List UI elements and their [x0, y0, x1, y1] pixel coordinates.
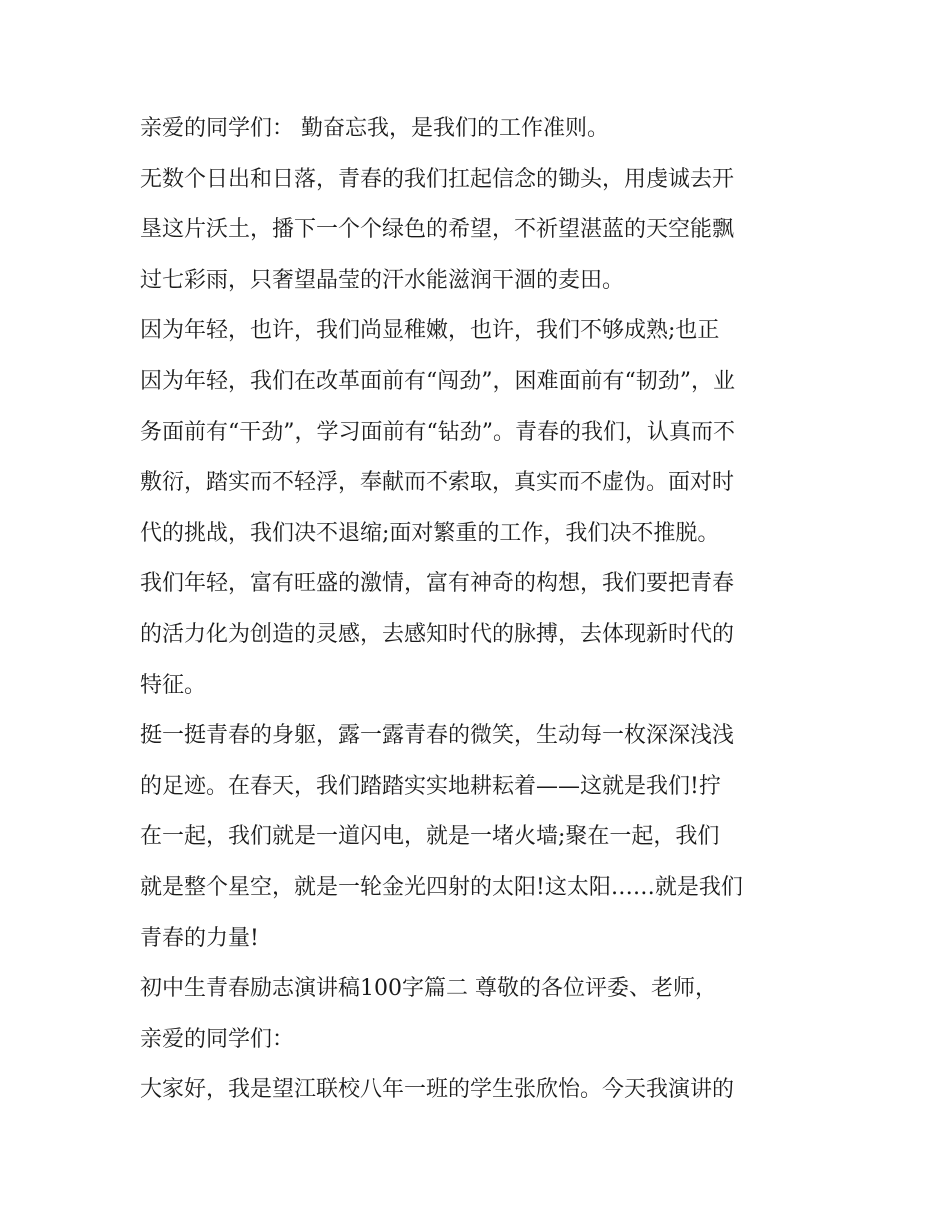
text-line: 亲爱的同学们： 勤奋忘我，是我们的工作准则。 [140, 116, 609, 141]
text-line: 务面前有“干劲”，学习面前有“钻劲”。青春的我们，认真而不 [140, 420, 735, 445]
text-line: 就是整个星空，就是一轮金光四射的太阳!这太阳……就是我们 [140, 875, 743, 900]
text-line: 敷衍，踏实而不轻浮，奉献而不索取，真实而不虚伪。面对时 [140, 470, 735, 495]
text-line: 我们年轻，富有旺盛的激情，富有神奇的构想，我们要把青春 [140, 571, 735, 596]
text-line: 特征。 [140, 673, 207, 698]
text-line: 代的挑战，我们决不退缩;面对繁重的工作，我们决不推脱。 [140, 521, 720, 546]
text-line: 垦这片沃土，播下一个个绿色的希望，不祈望湛蓝的天空能飘 [140, 217, 735, 242]
text-line: 在一起，我们就是一道闪电，就是一堵火墙;聚在一起，我们 [140, 824, 720, 849]
text-line: 的活力化为创造的灵感，去感知时代的脉搏，去体现新时代的 [140, 622, 735, 647]
text-line: 大家好，我是望江联校八年一班的学生张欣怡。今天我演讲的 [140, 1077, 735, 1102]
text-line: 青春的力量! [140, 926, 259, 951]
text-line: 因为年轻，我们在改革面前有“闯劲”，困难面前有“韧劲”，业 [140, 369, 735, 394]
text-line: 初中生青春励志演讲稿100字篇二 尊敬的各位评委、老师， [140, 976, 717, 1001]
text-line: 挺一挺青春的身躯，露一露青春的微笑，生动每一枚深深浅浅 [140, 723, 735, 748]
text-line: 亲爱的同学们： [140, 1027, 295, 1052]
text-line: 因为年轻，也许，我们尚显稚嫩，也许，我们不够成熟;也正 [140, 318, 720, 343]
text-line: 的足迹。在春天，我们踏踏实实地耕耘着——这就是我们!拧 [140, 774, 721, 799]
text-line: 过七彩雨，只奢望晶莹的汗水能滋润干涸的麦田。 [140, 268, 625, 293]
text-line: 无数个日出和日落，青春的我们扛起信念的锄头，用虔诚去开 [140, 167, 735, 192]
